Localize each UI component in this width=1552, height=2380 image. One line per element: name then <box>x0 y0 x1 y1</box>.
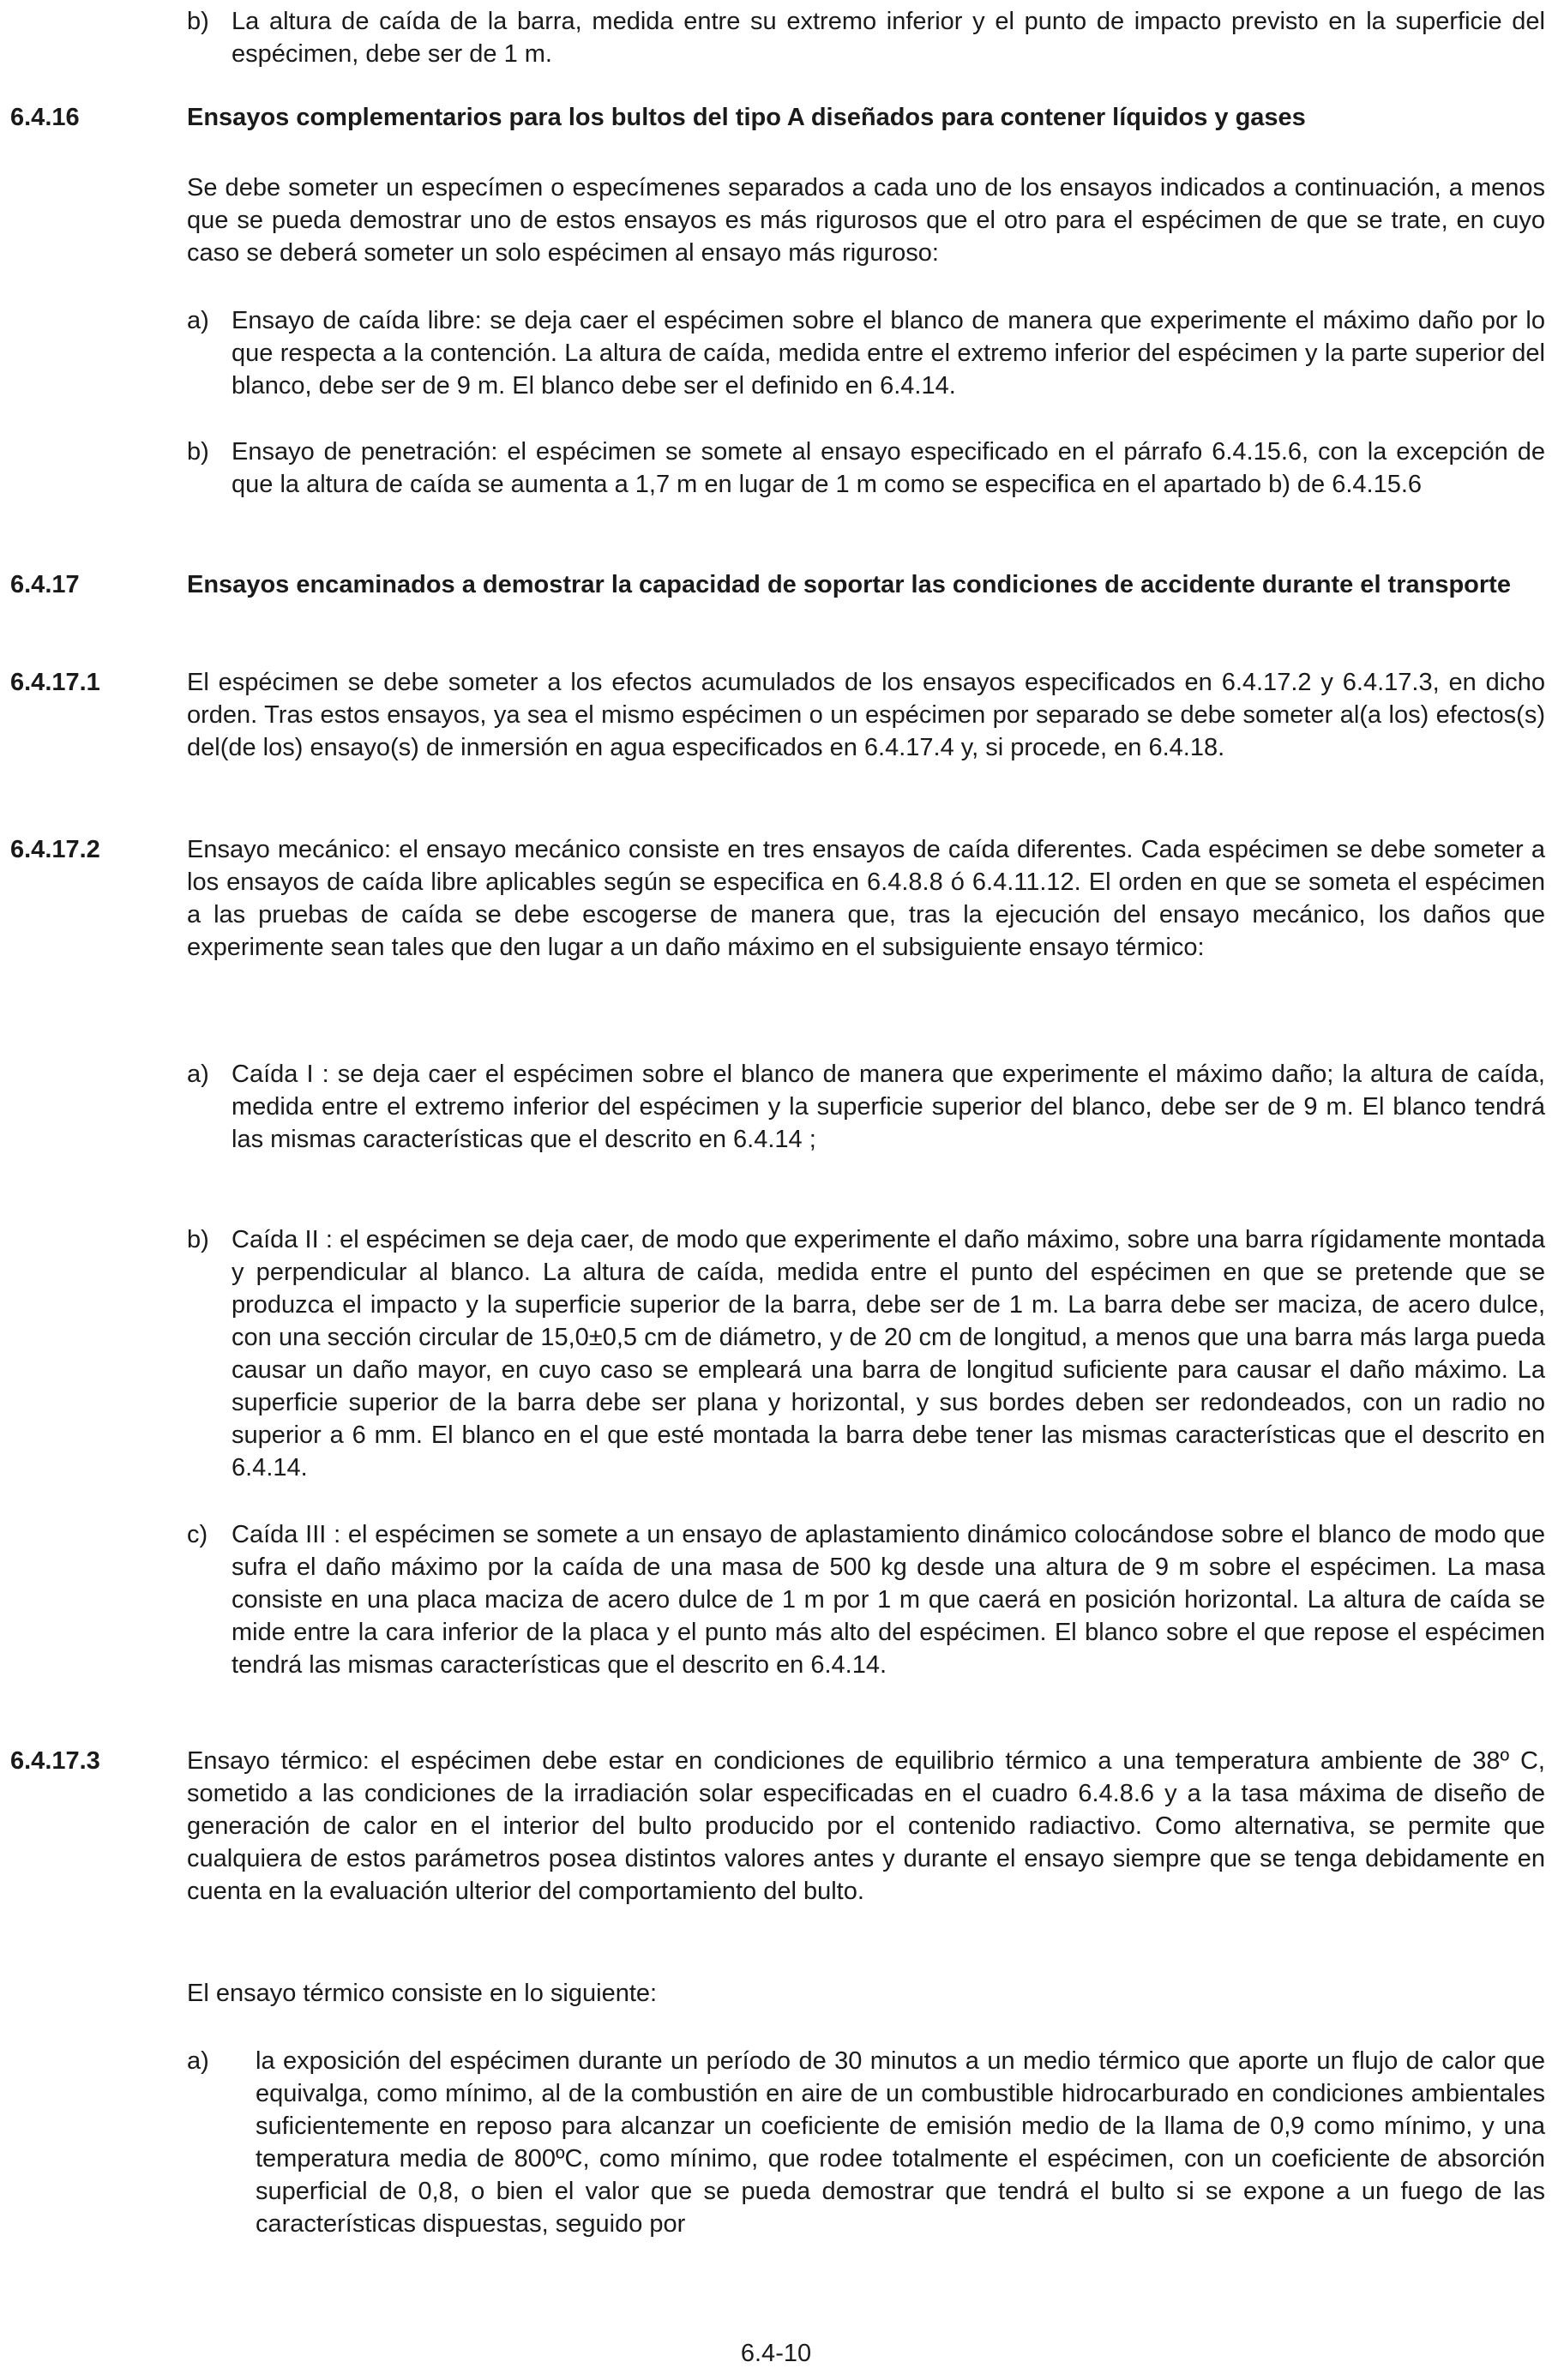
item-text: Caída II : el espécimen se deja caer, de modo que experimente el daño máximo, sobre una barra rígidamente montada y perpendicular al blanco. La altura de caída, medida entre el punto del espécimen en que se pretende que se produzca el impacto y la superficie superior de la barra, debe ser de 1 m. La barra debe ser maciza, de acero dulce, con una sección circular de 15,0±0,5 cm de diámetro, y de 20 cm de longitud, a menos que una barra más larga pueda causar un daño mayor, en cuyo caso se empleará una barra de longitud suficiente para causar el daño máximo. La superficie superior de la barra debe ser plana y horizontal, y sus bordes deben ser redondeados, con un radio no superior a 6 mm. El blanco en el que esté montada la barra debe tener las mismas características que el descrito en 6.4.14. <box>232 1226 1545 1481</box>
section-6-4-17-heading <box>10 568 1545 601</box>
item-label: b) <box>187 1226 209 1253</box>
section-text: Ensayo térmico: el espécimen debe estar en condiciones de equilibrio térmico a una temperatura ambiente de 38º C, sometido a las condiciones de la irradiación solar especificadas en el cuadro 6.4.8.6 y a la tasa máxima de diseño de generación de calor en el interior del bulto producido por el contenido radiactivo. Como alternativa, se permite que cualquiera de estos parámetros posea distintos valores antes y durante el ensayo siempre que se tenga debidamente en cuenta en la evaluación ulterior del comportamiento del bulto. <box>187 1747 1545 1905</box>
section-6-4-17-1 <box>10 666 1545 764</box>
item-label: a) <box>187 2047 209 2075</box>
item-text: Ensayo de caída libre: se deja caer el espécimen sobre el blanco de manera que experimente el máximo daño por lo que respecta a la contención. La altura de caída, medida entre el extremo inferior del espécimen y la parte superior del blanco, debe ser de 9 m. El blanco debe ser el definido en 6.4.14. <box>232 307 1545 400</box>
section-number: 6.4.17.2 <box>10 836 100 863</box>
section-6-4-17-2 <box>10 833 1545 964</box>
list-item <box>187 436 1545 501</box>
item-label: b) <box>187 438 209 466</box>
section-number: 6.4.17.3 <box>10 1747 100 1775</box>
section-6-4-17-3-sub: El ensayo térmico consiste en lo siguiente: <box>187 1980 658 2007</box>
section-title: Ensayos encaminados a demostrar la capacidad de soportar las condiciones de accidente durante el transporte <box>187 571 1511 598</box>
section-6-4-17-3 <box>10 1745 1545 1908</box>
item-label: a) <box>187 1061 209 1088</box>
page-number: 6.4-10 <box>740 2340 812 2367</box>
item-text: Caída I : se deja caer el espécimen sobre el blanco de manera que experimente el máximo daño; la altura de caída, medida entre el extremo inferior del espécimen y la superficie superior del blanco, debe ser de 9 m. El blanco tendrá las mismas características que el descrito en 6.4.14 ; <box>232 1061 1545 1153</box>
list-item <box>187 304 1545 402</box>
item-label: c) <box>187 1521 208 1548</box>
list-item <box>187 1518 1545 1681</box>
list-item <box>187 1223 1545 1484</box>
section-number: 6.4.17.1 <box>10 669 100 696</box>
item-text: Ensayo de penetración: el espécimen se somete al ensayo especificado en el párrafo 6.4.15.6, con la excepción de que la altura de caída se aumenta a 1,7 m en lugar de 1 m como se especifica en el apartado b) de 6.4.15.6 <box>232 438 1545 498</box>
section-text: Ensayo mecánico: el ensayo mecánico consiste en tres ensayos de caída diferentes. Cada espécimen se debe someter a los ensayos de caída libre aplicables según se especifica en 6.4.8.8 ó 6.4.11.12. El orden en que se someta el espécimen a las pruebas de caída se debe escogerse de manera que, tras la ejecución del ensayo mecánico, los daños que experimente sean tales que den lugar a un daño máximo en el subsiguiente ensayo térmico: <box>187 836 1545 961</box>
item-label: b) <box>187 8 209 35</box>
list-item <box>187 2045 1545 2240</box>
section-number: 6.4.16 <box>10 104 80 131</box>
item-text: la exposición del espécimen durante un período de 30 minutos a un medio térmico que aporte un flujo de calor que equivalga, como mínimo, al de la combustión en aire de un combustible hidrocarburado en condiciones ambientales suficientemente en reposo para alcanzar un coeficiente de emisión medio de la llama de 0,9 como mínimo, y una temperatura media de 800ºC, como mínimo, que rodee totalmente el espécimen, con un coeficiente de absorción superficial de 0,8, o bien el valor que se pueda demostrar que tendrá el bulto si se expone a un fuego de las características dispuestas, seguido por <box>256 2047 1545 2238</box>
section-number: 6.4.17 <box>10 571 80 598</box>
list-item <box>187 5 1545 70</box>
item-text: Caída III : el espécimen se somete a un ensayo de aplastamiento dinámico colocándose sobre el blanco de modo que sufra el daño máximo por la caída de una masa de 500 kg desde una altura de 9 m sobre el espécimen. La masa consiste en una placa maciza de acero dulce de 1 m por 1 m que caerá en posición horizontal. La altura de caída se mide entre la cara inferior de la placa y el punto más alto del espécimen. El blanco sobre el que repose el espécimen tendrá las mismas características que el descrito en 6.4.14. <box>232 1521 1545 1679</box>
section-6-4-16-heading <box>10 101 1545 134</box>
section-6-4-16-intro: Se debe someter un especímen o especímenes separados a cada uno de los ensayos indicados a continuación, a menos que se pueda demostrar uno de estos ensayos es más rigurosos que el otro para el espécimen de que se trate, en cuyo caso se deberá someter un solo espécimen al ensayo más riguroso: <box>187 174 1545 267</box>
item-label: a) <box>187 307 209 334</box>
list-item <box>187 1058 1545 1156</box>
section-text: El espécimen se debe someter a los efectos acumulados de los ensayos especificados en 6.4.17.2 y 6.4.17.3, en dicho orden. Tras estos ensayos, ya sea el mismo espécimen o un espécimen por separado se debe someter al(a los) efectos(s) del(de los) ensayo(s) de inmersión en agua especificados en 6.4.17.4 y, si procede, en 6.4.18. <box>187 669 1545 761</box>
section-title: Ensayos complementarios para los bultos del tipo A diseñados para contener líquidos y gases <box>187 104 1306 131</box>
item-text: La altura de caída de la barra, medida entre su extremo inferior y el punto de impacto previsto en la superficie del espécimen, debe ser de 1 m. <box>232 8 1545 68</box>
